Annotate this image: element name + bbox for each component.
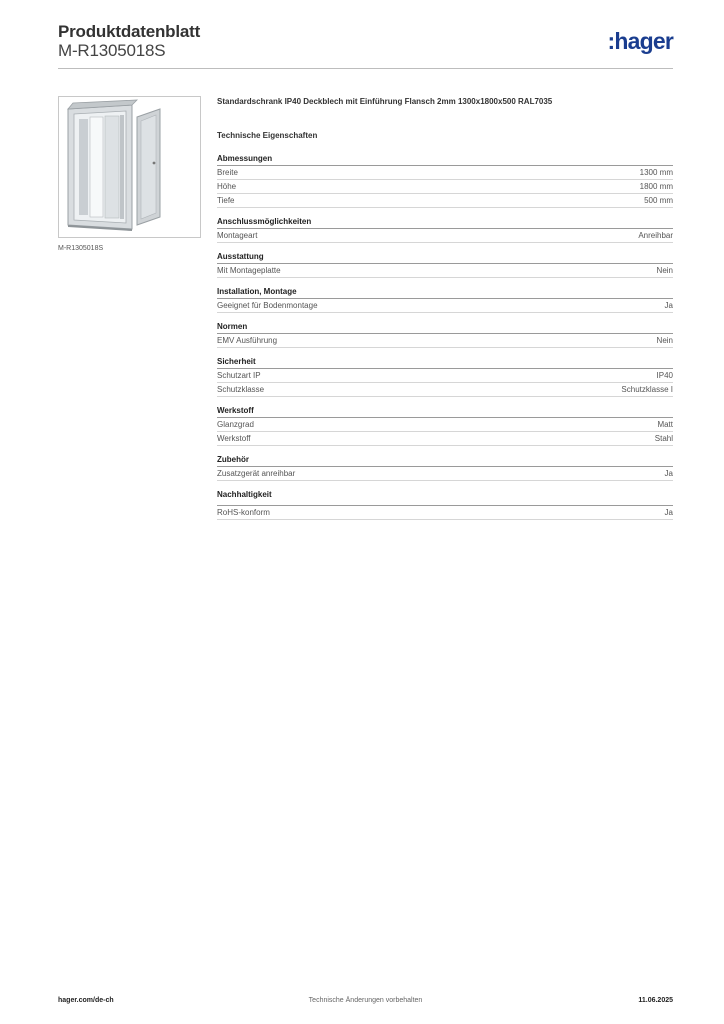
image-caption: M-R1305018S bbox=[58, 245, 104, 252]
property-section bbox=[217, 357, 673, 397]
technical-properties-title: Technische Eigenschaften bbox=[217, 131, 318, 140]
property-row bbox=[217, 334, 673, 348]
product-description: Standardschrank IP40 Deckblech mit Einführung Flansch 2mm 1300x1800x500 RAL7035 bbox=[217, 97, 553, 106]
page-footer bbox=[58, 997, 673, 1009]
property-row bbox=[217, 383, 673, 397]
property-label: Werkstoff bbox=[217, 434, 251, 443]
footer-notice: Technische Änderungen vorbehalten bbox=[308, 997, 423, 1004]
property-section bbox=[217, 154, 673, 208]
property-row bbox=[217, 166, 673, 180]
section-title: Werkstoff bbox=[217, 406, 673, 418]
property-value: 1300 mm bbox=[639, 168, 673, 177]
section-title: Abmessungen bbox=[217, 154, 673, 166]
property-label: Montageart bbox=[217, 231, 258, 240]
property-row bbox=[217, 299, 673, 313]
property-value: Matt bbox=[657, 420, 673, 429]
product-image bbox=[58, 96, 201, 238]
property-row bbox=[217, 506, 673, 520]
section-title: Normen bbox=[217, 322, 673, 334]
property-section bbox=[217, 217, 673, 243]
section-title: Zubehör bbox=[217, 455, 673, 467]
property-value: Ja bbox=[664, 469, 673, 478]
property-row bbox=[217, 467, 673, 481]
footer-date: 11.06.2025 bbox=[638, 997, 673, 1004]
property-value: Schutzklasse I bbox=[621, 385, 673, 394]
property-row bbox=[217, 418, 673, 432]
property-row bbox=[217, 229, 673, 243]
section-title: Nachhaltigkeit bbox=[217, 490, 673, 506]
property-value: Nein bbox=[656, 336, 673, 345]
product-content bbox=[217, 97, 673, 520]
section-title: Anschlussmöglichkeiten bbox=[217, 217, 673, 229]
property-section bbox=[217, 490, 673, 520]
property-value: IP40 bbox=[656, 371, 673, 380]
property-section bbox=[217, 252, 673, 278]
property-label: Breite bbox=[217, 168, 238, 177]
property-row bbox=[217, 194, 673, 208]
footer-website: hager.com/de-ch bbox=[58, 997, 114, 1004]
property-label: EMV Ausführung bbox=[217, 336, 278, 345]
section-title: Ausstattung bbox=[217, 252, 673, 264]
page-header bbox=[58, 22, 673, 70]
product-reference: M-R1305018S bbox=[58, 41, 166, 60]
property-row bbox=[217, 369, 673, 383]
property-label: Mit Montageplatte bbox=[217, 266, 281, 275]
property-row bbox=[217, 264, 673, 278]
property-section bbox=[217, 322, 673, 348]
property-label: Höhe bbox=[217, 182, 237, 191]
property-row bbox=[217, 180, 673, 194]
property-section bbox=[217, 455, 673, 481]
header-divider bbox=[58, 68, 673, 69]
property-label: Glanzgrad bbox=[217, 420, 254, 429]
property-value: Nein bbox=[656, 266, 673, 275]
hager-logo: :hager bbox=[607, 28, 673, 54]
property-label: Geeignet für Bodenmontage bbox=[217, 301, 318, 310]
property-label: Schutzart IP bbox=[217, 371, 261, 380]
property-label: RoHS-konform bbox=[217, 508, 270, 517]
section-title: Sicherheit bbox=[217, 357, 673, 369]
property-label: Schutzklasse bbox=[217, 385, 265, 394]
property-value: Anreihbar bbox=[638, 231, 673, 240]
properties-list bbox=[217, 154, 673, 520]
property-section bbox=[217, 287, 673, 313]
property-value: Ja bbox=[664, 301, 673, 310]
property-value: Ja bbox=[664, 508, 673, 517]
property-section bbox=[217, 406, 673, 446]
property-label: Tiefe bbox=[217, 196, 235, 205]
document-title: Produktdatenblatt bbox=[58, 22, 201, 41]
property-value: 1800 mm bbox=[639, 182, 673, 191]
section-title: Installation, Montage bbox=[217, 287, 673, 299]
property-row bbox=[217, 432, 673, 446]
property-label: Zusatzgerät anreihbar bbox=[217, 469, 296, 478]
property-value: Stahl bbox=[654, 434, 673, 443]
cabinet-illustration bbox=[59, 97, 200, 237]
property-value: 500 mm bbox=[644, 196, 673, 205]
